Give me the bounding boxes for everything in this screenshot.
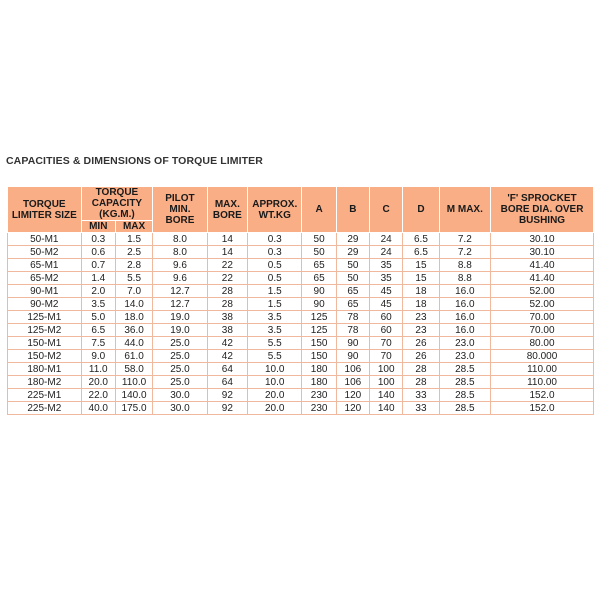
- table-row: [8, 376, 594, 389]
- cell-max-bore: 92: [207, 402, 247, 415]
- cell-m-max: 16.0: [439, 285, 490, 298]
- cell-dim-d: 15: [403, 272, 439, 285]
- cell-weight: 0.5: [248, 259, 302, 272]
- cell-sprocket-bore: 52.00: [491, 285, 594, 298]
- cell-size: 150-M1: [8, 337, 82, 350]
- cell-dim-c: 70: [370, 337, 403, 350]
- cell-weight: 0.3: [248, 233, 302, 246]
- cell-capacity-min: 9.0: [81, 350, 115, 363]
- cell-m-max: 28.5: [439, 363, 490, 376]
- cell-sprocket-bore: 52.00: [491, 298, 594, 311]
- cell-max-bore: 22: [207, 259, 247, 272]
- cell-sprocket-bore: 80.00: [491, 337, 594, 350]
- cell-max-bore: 42: [207, 350, 247, 363]
- cell-capacity-min: 11.0: [81, 363, 115, 376]
- cell-dim-a: 125: [302, 311, 336, 324]
- cell-capacity-min: 6.5: [81, 324, 115, 337]
- cell-dim-c: 35: [370, 259, 403, 272]
- cell-max-bore: 28: [207, 298, 247, 311]
- cell-pilot-bore: 9.6: [153, 272, 207, 285]
- cell-dim-b: 90: [336, 337, 369, 350]
- cell-dim-d: 26: [403, 337, 439, 350]
- cell-size: 50-M2: [8, 246, 82, 259]
- cell-size: 180-M2: [8, 376, 82, 389]
- cell-weight: 10.0: [248, 376, 302, 389]
- cell-m-max: 8.8: [439, 259, 490, 272]
- header-min: MIN: [81, 221, 115, 233]
- cell-weight: 0.3: [248, 246, 302, 259]
- cell-max-bore: 22: [207, 272, 247, 285]
- header-weight: APPROX. WT.KG: [248, 187, 302, 233]
- cell-dim-a: 125: [302, 324, 336, 337]
- header-pilot-bore: PILOT MIN. BORE: [153, 187, 207, 233]
- cell-capacity-min: 0.7: [81, 259, 115, 272]
- cell-dim-d: 33: [403, 402, 439, 415]
- cell-max-bore: 28: [207, 285, 247, 298]
- table-row: [8, 246, 594, 259]
- cell-dim-d: 18: [403, 298, 439, 311]
- cell-dim-c: 45: [370, 298, 403, 311]
- cell-max-bore: 38: [207, 311, 247, 324]
- cell-pilot-bore: 25.0: [153, 376, 207, 389]
- cell-dim-a: 65: [302, 272, 336, 285]
- cell-size: 180-M1: [8, 363, 82, 376]
- cell-pilot-bore: 9.6: [153, 259, 207, 272]
- cell-dim-b: 65: [336, 298, 369, 311]
- header-sprocket-bore: 'F' SPROCKET BORE DIA. OVER BUSHING: [491, 187, 594, 233]
- cell-pilot-bore: 30.0: [153, 402, 207, 415]
- cell-weight: 3.5: [248, 311, 302, 324]
- cell-pilot-bore: 30.0: [153, 389, 207, 402]
- cell-dim-a: 230: [302, 402, 336, 415]
- header-max-bore: MAX. BORE: [207, 187, 247, 233]
- cell-max-bore: 92: [207, 389, 247, 402]
- cell-max-bore: 64: [207, 376, 247, 389]
- cell-m-max: 16.0: [439, 324, 490, 337]
- cell-m-max: 7.2: [439, 233, 490, 246]
- cell-sprocket-bore: 30.10: [491, 246, 594, 259]
- cell-dim-d: 26: [403, 350, 439, 363]
- cell-dim-d: 6.5: [403, 233, 439, 246]
- cell-m-max: 8.8: [439, 272, 490, 285]
- cell-sprocket-bore: 110.00: [491, 363, 594, 376]
- cell-capacity-min: 5.0: [81, 311, 115, 324]
- cell-dim-b: 120: [336, 402, 369, 415]
- cell-m-max: 28.5: [439, 376, 490, 389]
- cell-weight: 3.5: [248, 324, 302, 337]
- cell-capacity-max: 36.0: [115, 324, 152, 337]
- cell-dim-a: 150: [302, 337, 336, 350]
- cell-capacity-min: 2.0: [81, 285, 115, 298]
- cell-size: 50-M1: [8, 233, 82, 246]
- cell-capacity-min: 22.0: [81, 389, 115, 402]
- table-header: [8, 187, 594, 233]
- header-b: B: [336, 187, 369, 233]
- table-row: [8, 298, 594, 311]
- cell-weight: 1.5: [248, 298, 302, 311]
- cell-dim-c: 60: [370, 324, 403, 337]
- cell-capacity-max: 1.5: [115, 233, 152, 246]
- cell-dim-b: 29: [336, 233, 369, 246]
- cell-sprocket-bore: 70.00: [491, 324, 594, 337]
- cell-dim-d: 23: [403, 311, 439, 324]
- cell-weight: 5.5: [248, 350, 302, 363]
- cell-dim-c: 140: [370, 389, 403, 402]
- cell-dim-c: 100: [370, 363, 403, 376]
- header-max: MAX: [115, 221, 152, 233]
- cell-capacity-max: 44.0: [115, 337, 152, 350]
- cell-weight: 20.0: [248, 402, 302, 415]
- cell-size: 150-M2: [8, 350, 82, 363]
- table-row: [8, 311, 594, 324]
- page-title: CAPACITIES & DIMENSIONS OF TORQUE LIMITER: [6, 155, 263, 167]
- cell-sprocket-bore: 30.10: [491, 233, 594, 246]
- cell-m-max: 16.0: [439, 311, 490, 324]
- cell-dim-b: 50: [336, 272, 369, 285]
- header-a: A: [302, 187, 336, 233]
- cell-pilot-bore: 12.7: [153, 285, 207, 298]
- table-row: [8, 363, 594, 376]
- cell-dim-d: 28: [403, 376, 439, 389]
- cell-dim-d: 28: [403, 363, 439, 376]
- cell-capacity-min: 0.6: [81, 246, 115, 259]
- cell-dim-b: 65: [336, 285, 369, 298]
- cell-capacity-min: 40.0: [81, 402, 115, 415]
- cell-pilot-bore: 8.0: [153, 246, 207, 259]
- header-capacity: TORQUE CAPACITY (KG.M.): [81, 187, 153, 221]
- cell-size: 65-M1: [8, 259, 82, 272]
- cell-dim-a: 50: [302, 246, 336, 259]
- cell-sprocket-bore: 110.00: [491, 376, 594, 389]
- cell-m-max: 16.0: [439, 298, 490, 311]
- table-row: [8, 402, 594, 415]
- cell-dim-d: 6.5: [403, 246, 439, 259]
- cell-size: 125-M1: [8, 311, 82, 324]
- cell-pilot-bore: 12.7: [153, 298, 207, 311]
- cell-weight: 20.0: [248, 389, 302, 402]
- cell-dim-a: 90: [302, 298, 336, 311]
- cell-capacity-max: 58.0: [115, 363, 152, 376]
- cell-dim-b: 90: [336, 350, 369, 363]
- cell-pilot-bore: 25.0: [153, 350, 207, 363]
- cell-m-max: 7.2: [439, 246, 490, 259]
- cell-pilot-bore: 19.0: [153, 311, 207, 324]
- cell-max-bore: 14: [207, 246, 247, 259]
- cell-dim-c: 60: [370, 311, 403, 324]
- cell-dim-b: 120: [336, 389, 369, 402]
- cell-size: 65-M2: [8, 272, 82, 285]
- cell-m-max: 23.0: [439, 350, 490, 363]
- cell-sprocket-bore: 80.000: [491, 350, 594, 363]
- cell-dim-b: 106: [336, 376, 369, 389]
- cell-dim-a: 180: [302, 376, 336, 389]
- cell-m-max: 28.5: [439, 389, 490, 402]
- cell-dim-c: 140: [370, 402, 403, 415]
- cell-dim-b: 78: [336, 311, 369, 324]
- cell-max-bore: 64: [207, 363, 247, 376]
- cell-size: 90-M2: [8, 298, 82, 311]
- cell-dim-c: 35: [370, 272, 403, 285]
- cell-capacity-max: 5.5: [115, 272, 152, 285]
- cell-dim-d: 33: [403, 389, 439, 402]
- cell-weight: 1.5: [248, 285, 302, 298]
- cell-max-bore: 42: [207, 337, 247, 350]
- cell-dim-a: 65: [302, 259, 336, 272]
- table-row: [8, 389, 594, 402]
- torque-limiter-table: [7, 186, 594, 415]
- table-row: [8, 233, 594, 246]
- cell-dim-d: 23: [403, 324, 439, 337]
- cell-dim-b: 78: [336, 324, 369, 337]
- header-c: C: [370, 187, 403, 233]
- table-row: [8, 324, 594, 337]
- header-d: D: [403, 187, 439, 233]
- table-row: [8, 337, 594, 350]
- table-row: [8, 272, 594, 285]
- cell-capacity-min: 1.4: [81, 272, 115, 285]
- cell-capacity-max: 2.8: [115, 259, 152, 272]
- table-row: [8, 350, 594, 363]
- cell-capacity-max: 18.0: [115, 311, 152, 324]
- cell-dim-d: 18: [403, 285, 439, 298]
- cell-weight: 0.5: [248, 272, 302, 285]
- cell-capacity-max: 7.0: [115, 285, 152, 298]
- cell-max-bore: 14: [207, 233, 247, 246]
- table-row: [8, 259, 594, 272]
- cell-dim-b: 106: [336, 363, 369, 376]
- cell-dim-b: 29: [336, 246, 369, 259]
- cell-pilot-bore: 8.0: [153, 233, 207, 246]
- cell-sprocket-bore: 41.40: [491, 259, 594, 272]
- cell-weight: 10.0: [248, 363, 302, 376]
- cell-size: 125-M2: [8, 324, 82, 337]
- cell-dim-c: 70: [370, 350, 403, 363]
- cell-capacity-max: 61.0: [115, 350, 152, 363]
- cell-sprocket-bore: 70.00: [491, 311, 594, 324]
- cell-pilot-bore: 25.0: [153, 337, 207, 350]
- cell-capacity-max: 140.0: [115, 389, 152, 402]
- cell-dim-c: 45: [370, 285, 403, 298]
- cell-dim-a: 90: [302, 285, 336, 298]
- cell-size: 225-M2: [8, 402, 82, 415]
- cell-capacity-min: 7.5: [81, 337, 115, 350]
- header-size: TORQUE LIMITER SIZE: [8, 187, 82, 233]
- cell-capacity-max: 175.0: [115, 402, 152, 415]
- cell-dim-c: 24: [370, 246, 403, 259]
- cell-capacity-max: 14.0: [115, 298, 152, 311]
- cell-dim-a: 50: [302, 233, 336, 246]
- cell-pilot-bore: 19.0: [153, 324, 207, 337]
- cell-capacity-min: 20.0: [81, 376, 115, 389]
- cell-capacity-max: 110.0: [115, 376, 152, 389]
- cell-sprocket-bore: 41.40: [491, 272, 594, 285]
- table-body: [8, 233, 594, 415]
- cell-size: 225-M1: [8, 389, 82, 402]
- cell-m-max: 28.5: [439, 402, 490, 415]
- cell-dim-a: 150: [302, 350, 336, 363]
- cell-pilot-bore: 25.0: [153, 363, 207, 376]
- cell-dim-c: 100: [370, 376, 403, 389]
- cell-weight: 5.5: [248, 337, 302, 350]
- cell-dim-d: 15: [403, 259, 439, 272]
- cell-sprocket-bore: 152.0: [491, 402, 594, 415]
- cell-dim-a: 180: [302, 363, 336, 376]
- header-m-max: M MAX.: [439, 187, 490, 233]
- cell-size: 90-M1: [8, 285, 82, 298]
- cell-capacity-min: 0.3: [81, 233, 115, 246]
- cell-dim-c: 24: [370, 233, 403, 246]
- cell-capacity-min: 3.5: [81, 298, 115, 311]
- cell-sprocket-bore: 152.0: [491, 389, 594, 402]
- table-row: [8, 285, 594, 298]
- cell-dim-b: 50: [336, 259, 369, 272]
- cell-dim-a: 230: [302, 389, 336, 402]
- cell-m-max: 23.0: [439, 337, 490, 350]
- cell-capacity-max: 2.5: [115, 246, 152, 259]
- cell-max-bore: 38: [207, 324, 247, 337]
